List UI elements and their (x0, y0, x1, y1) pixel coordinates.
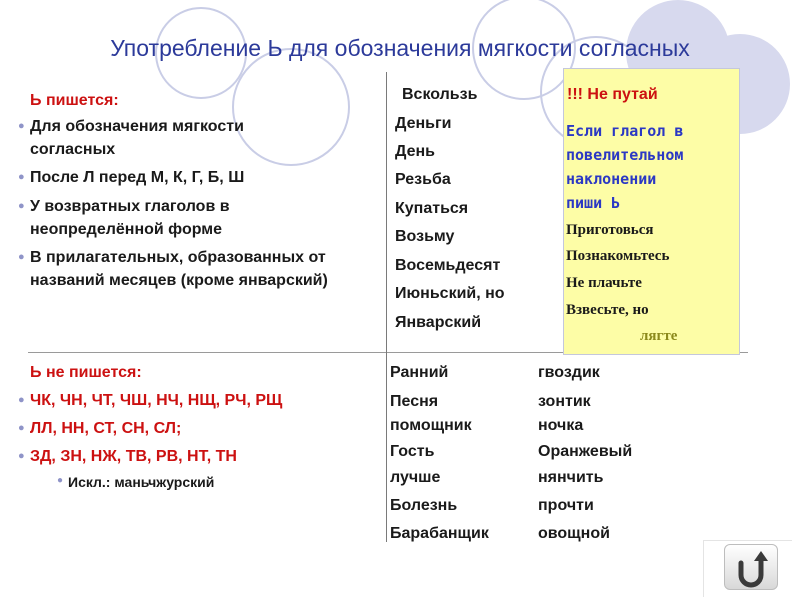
hint-rule-line: повелительном (566, 146, 684, 164)
example-word: Резьба (395, 171, 451, 188)
rule-bullet (18, 166, 330, 189)
example-word: лучше (390, 469, 441, 486)
example-word: ночка (538, 417, 584, 434)
example-word: Январский (395, 314, 482, 331)
example-word: Болезнь (390, 497, 458, 514)
example-word: Ранний (390, 364, 449, 381)
example-word: овощной (538, 525, 610, 542)
bullet-icon: ● (18, 422, 25, 434)
table-divider-vertical (386, 72, 387, 542)
rule-text: После Л перед М, К, Г, Б, Ш (30, 169, 245, 186)
example-word: зонтик (538, 393, 591, 410)
bullet-icon: ● (18, 394, 25, 406)
hint-rule-line: наклонении (566, 170, 657, 188)
page-title: Употребление Ь для обозначения мягкости согласных (110, 35, 690, 61)
bullet-icon: ● (18, 120, 25, 132)
hint-example: Не плачьте (566, 275, 642, 291)
hint-exception: лягте (640, 328, 678, 344)
rule-text: ЧК, ЧН, ЧТ, ЧШ, НЧ, НЩ, РЧ, РЩ (30, 392, 283, 409)
example-word: Песня (390, 393, 439, 410)
bullet-icon: ● (57, 475, 64, 486)
return-arrow-icon (725, 545, 777, 589)
example-word: Деньги (395, 115, 452, 132)
example-word: нянчить (538, 469, 604, 486)
rule-text: Для обозначения мягкости согласных (30, 118, 244, 158)
example-word: помощник (390, 417, 472, 434)
rule-bullet (18, 115, 330, 161)
rule-bullet (18, 392, 283, 410)
rule-bullet (18, 448, 237, 466)
example-word: Возьму (395, 228, 455, 245)
hint-rule-line: Если глагол в (566, 122, 684, 140)
example-word: Восемьдесят (395, 257, 501, 274)
example-word: День (395, 143, 435, 160)
rule-bullet (18, 420, 182, 438)
bullet-icon: ● (18, 200, 25, 212)
exception-note (57, 474, 215, 490)
hint-example: Познакомьтесь (566, 248, 670, 264)
example-word: Вскользь (402, 86, 478, 103)
example-word: Купаться (395, 200, 469, 217)
rule-text: ЛЛ, НН, СТ, СН, СЛ; (30, 420, 182, 437)
rule-text: ЗД, ЗН, НЖ, ТВ, РВ, НТ, ТН (30, 448, 237, 465)
exception-text: Искл.: маньчжурский (68, 474, 215, 490)
example-word: Барабанщик (390, 525, 489, 542)
rule-bullet (18, 246, 375, 292)
example-word: Гость (390, 443, 435, 460)
hint-example: Приготовься (566, 222, 654, 238)
return-button[interactable] (724, 544, 778, 590)
bullet-icon: ● (18, 251, 25, 263)
example-word: Оранжевый (538, 443, 633, 460)
bullet-icon: ● (18, 450, 25, 462)
hint-warning: !!! Не путай (567, 86, 658, 103)
rule-text: В прилагательных, образованных от названий месяцев (кроме январский) (30, 249, 328, 289)
rule-bullet (18, 195, 330, 241)
bullet-icon: ● (18, 171, 25, 183)
hint-rule-line: пиши Ь (566, 194, 621, 212)
example-word: прочти (538, 497, 594, 514)
example-word: гвоздик (538, 364, 600, 381)
section-heading-not-written: Ь не пишется: (30, 364, 142, 381)
hint-example: Взвесьте, но (566, 302, 649, 318)
example-word: Июньский, но (395, 285, 505, 302)
section-heading-written: Ь пишется: (30, 92, 119, 109)
rule-text: У возвратных глаголов в неопределённой форме (30, 198, 230, 238)
